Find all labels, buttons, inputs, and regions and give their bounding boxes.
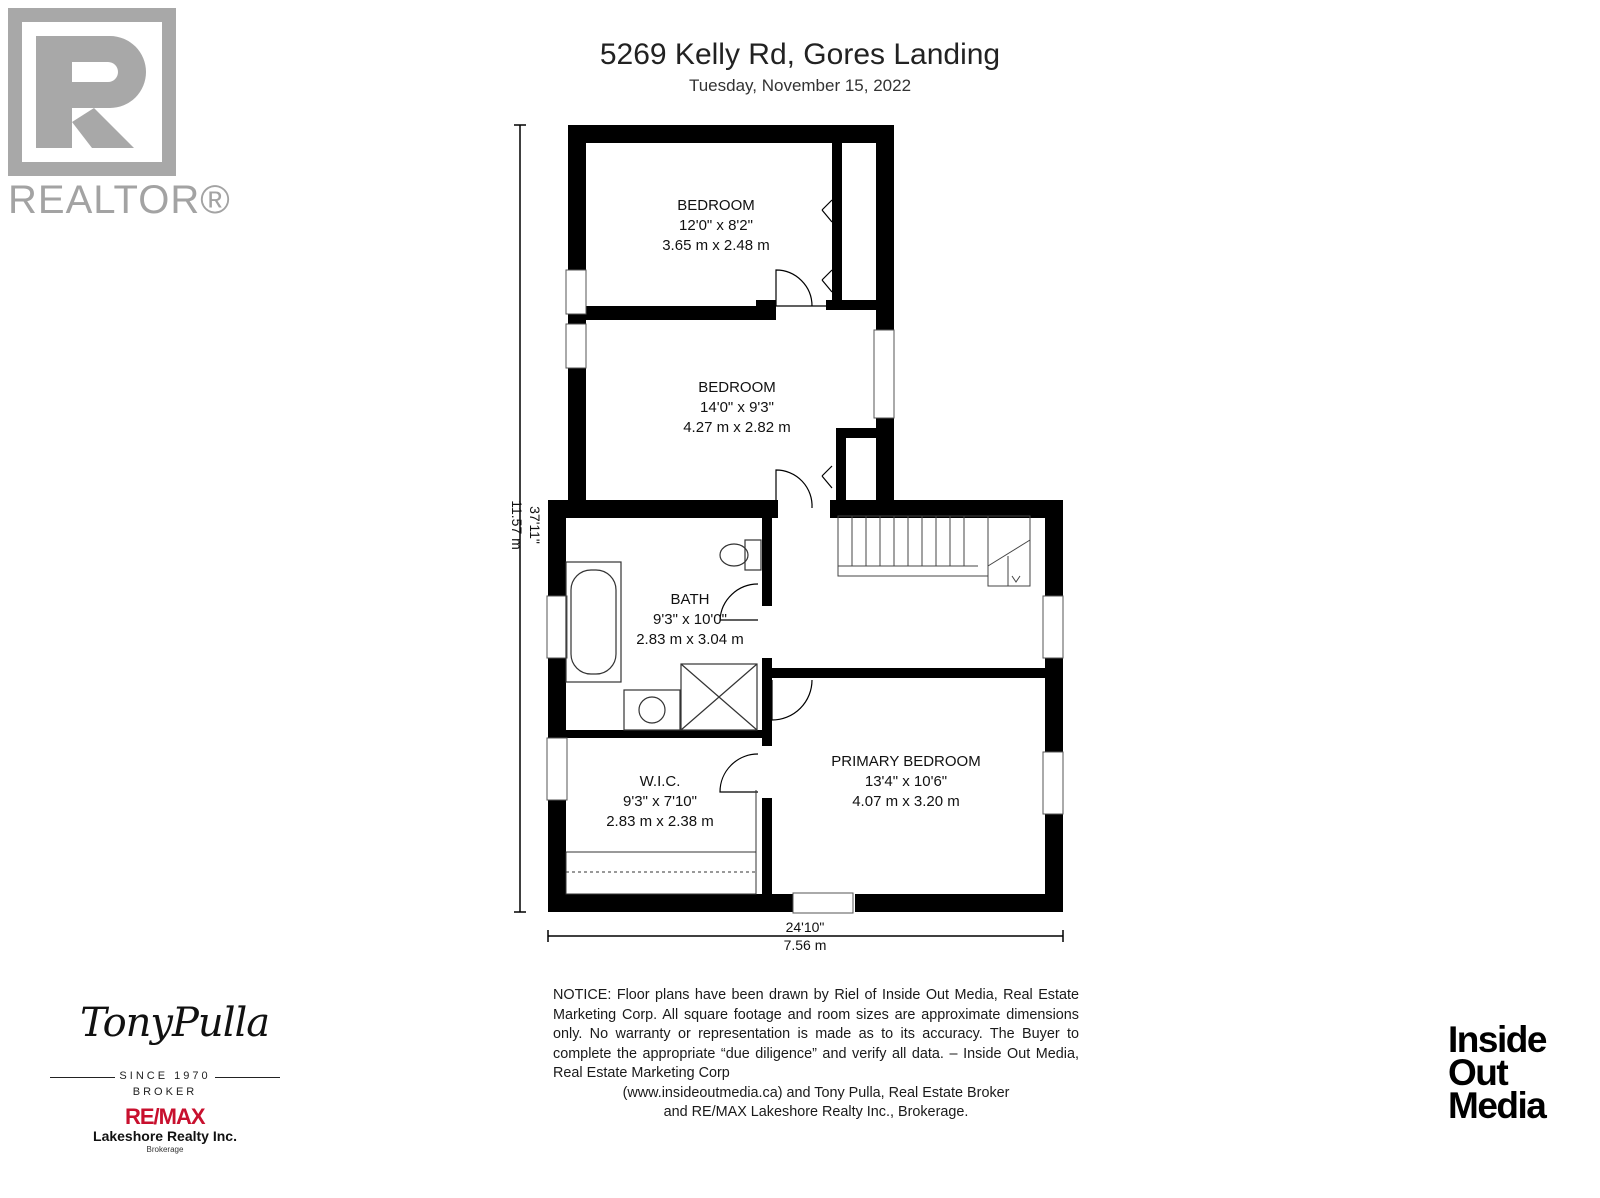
since-text: SINCE 1970: [119, 1070, 211, 1082]
plan-date: Tuesday, November 15, 2022: [688, 76, 912, 95]
brokerage-text: Brokerage: [146, 1145, 184, 1154]
room-dim-imperial: 9'3" x 10'0": [653, 611, 727, 628]
room-bedroom-2: [683, 379, 791, 436]
stairs: [838, 516, 1030, 586]
iom-line2: Out: [1448, 1052, 1508, 1093]
room-dim-imperial: 14'0" x 9'3": [700, 399, 774, 416]
room-dim-metric: 3.65 m x 2.48 m: [662, 237, 770, 254]
room-dim-imperial: 13'4" x 10'6": [864, 773, 948, 790]
room-dim-metric: 2.83 m x 3.04 m: [636, 631, 744, 648]
room-bedroom-1: [662, 197, 770, 254]
room-dim-imperial: 12'0" x 8'2": [679, 217, 753, 234]
notice-line2: (www.insideoutmedia.ca) and Tony Pulla, Real Estate Broker: [622, 1084, 1010, 1101]
room-name: BEDROOM: [698, 379, 776, 396]
notice-line3: and RE/MAX Lakeshore Realty Inc., Brokerage.: [663, 1104, 969, 1120]
doors: [720, 200, 832, 792]
room-dim-metric: 4.27 m x 2.82 m: [683, 419, 791, 436]
dimension-lines: [514, 125, 1063, 942]
room-wic: [606, 773, 714, 830]
width-imperial: 24'10": [785, 919, 825, 935]
notice-body: NOTICE: Floor plans have been drawn by Riel of Inside Out Media, Real Estate Marketing Corp. All square footage and room sizes are approximate dimensions only. No warranty or representation is made as to its accuracy. The Buyer to complete the appropriate “due diligence” and verify all data. – Inside Out Media, Real Estate Marketing Corp: [553, 987, 1079, 1081]
broker-text: BROKER: [132, 1086, 198, 1098]
height-dims: [509, 500, 543, 550]
realtor-wordmark: REALTOR®: [8, 178, 231, 222]
room-name: W.I.C.: [639, 773, 681, 790]
notice-text: [553, 986, 1079, 1123]
broker-logo: [50, 1000, 280, 1160]
inside-out-media-logo: [1448, 1019, 1546, 1126]
company-name: Lakeshore Realty Inc.: [93, 1128, 237, 1144]
iom-line3: Media: [1448, 1085, 1546, 1126]
room-name: PRIMARY BEDROOM: [831, 753, 981, 770]
room-name: BEDROOM: [677, 197, 755, 214]
height-imperial: 37'11": [527, 506, 543, 544]
room-dim-imperial: 9'3" x 7'10": [623, 793, 697, 810]
page-title: 5269 Kelly Rd, Gores Landing: [599, 38, 1001, 71]
remax-logo: RE/MAX: [125, 1104, 205, 1129]
iom-line1: Inside: [1448, 1019, 1546, 1060]
tony-pulla-script: TonyPulla: [80, 1000, 270, 1046]
room-dim-metric: 2.83 m x 2.38 m: [606, 813, 714, 830]
room-name: BATH: [670, 591, 710, 608]
width-metric: 7.56 m: [783, 937, 827, 953]
height-metric: 11.57 m: [509, 500, 525, 550]
room-dim-metric: 4.07 m x 3.20 m: [852, 793, 960, 810]
room-primary-bedroom: [831, 753, 980, 810]
